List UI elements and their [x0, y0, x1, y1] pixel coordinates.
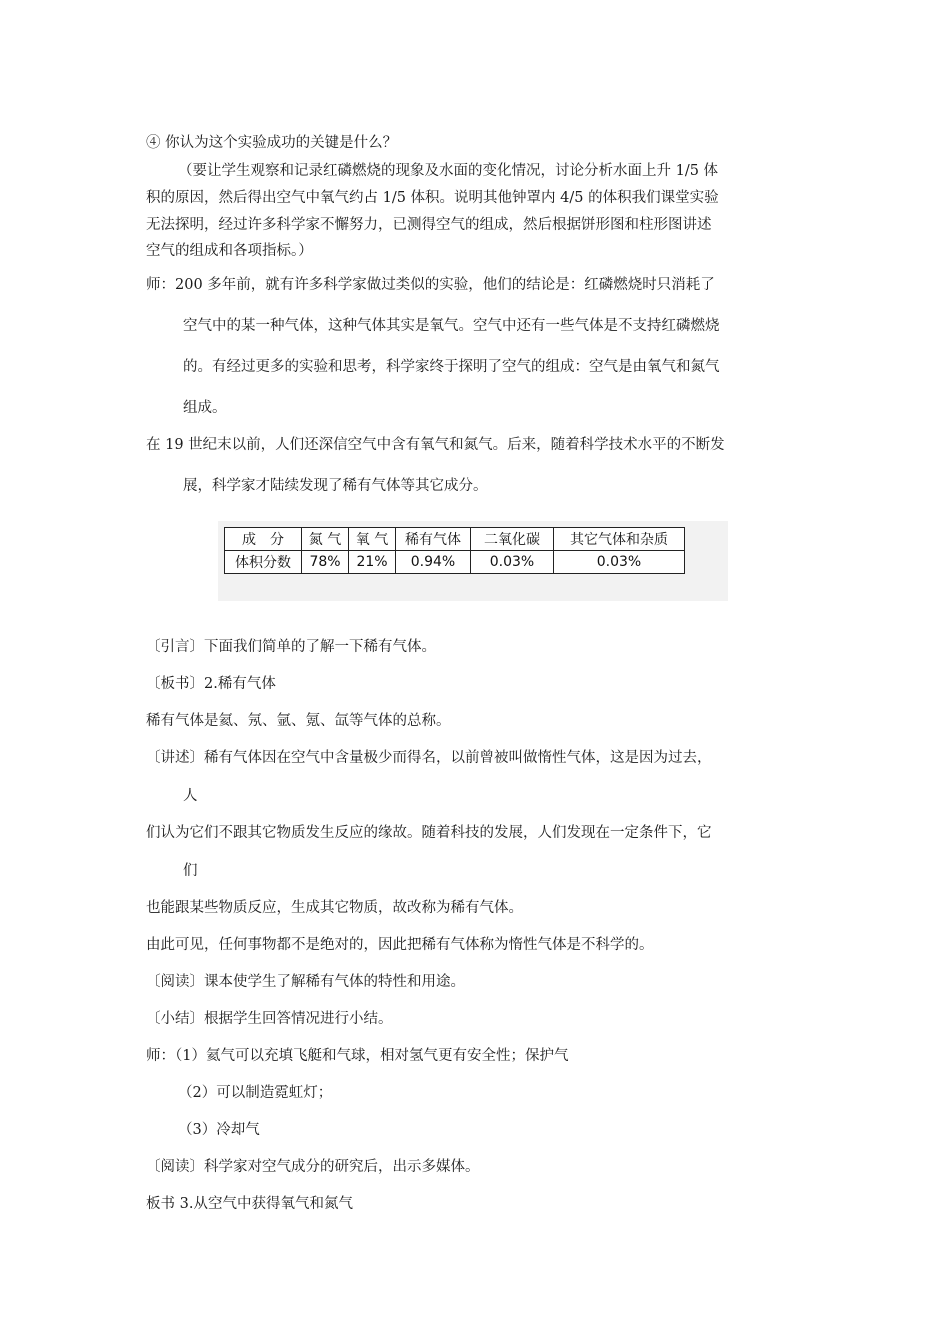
paragraph-line: 〔引言〕下面我们简单的了解一下稀有气体。 [146, 639, 436, 655]
paragraph-line: 们 [183, 863, 198, 879]
table-header-cell: 成 分 [225, 528, 302, 551]
paragraph-line: 稀有气体是氦、氖、氩、氪、氙等气体的总称。 [146, 713, 451, 729]
paragraph-line: （2）可以制造霓虹灯； [178, 1085, 333, 1101]
table-row [225, 551, 685, 574]
paragraph-line: 〔讲述〕稀有气体因在空气中含量极少而得名，以前曾被叫做惰性气体，这是因为过去， [146, 750, 712, 766]
paragraph-line: 〔板书〕2.稀有气体 [146, 676, 276, 692]
paragraph-line: 师：200 多年前，就有许多科学家做过类似的实验，他们的结论是：红磷燃烧时只消耗了 [146, 277, 715, 293]
table-cell: 21% [349, 551, 396, 574]
table-header-cell: 稀有气体 [396, 528, 471, 551]
paragraph-line: 展，科学家才陆续发现了稀有气体等其它成分。 [183, 478, 488, 494]
composition-table-figure [218, 521, 728, 601]
paragraph-line: 的。有经过更多的实验和思考，科学家终于探明了空气的组成：空气是由氧气和氮气 [183, 359, 720, 375]
paragraph-line: 〔小结〕根据学生回答情况进行小结。 [146, 1011, 393, 1027]
table-cell: 0.03% [471, 551, 554, 574]
table-cell: 78% [302, 551, 349, 574]
question-line: ④ 你认为这个实验成功的关键是什么？ [146, 135, 398, 151]
paragraph-line: 积的原因，然后得出空气中氧气约占 1/5 体积。说明其他钟罩内 4/5 的体积我们课堂实验 [146, 190, 719, 206]
air-composition-table [224, 527, 685, 574]
table-header-cell: 氮 气 [302, 528, 349, 551]
paragraph-line: （要让学生观察和记录红磷燃烧的现象及水面的变化情况，讨论分析水面上升 1/5 体 [178, 163, 719, 179]
table-cell: 0.94% [396, 551, 471, 574]
paragraph-line: 无法探明，经过许多科学家不懈努力，已测得空气的组成，然后根据饼形图和柱形图讲述 [146, 217, 712, 233]
paragraph-line: 〔阅读〕科学家对空气成分的研究后，出示多媒体。 [146, 1159, 480, 1175]
paragraph-line: 板书 3.从空气中获得氧气和氮气 [146, 1196, 353, 1212]
paragraph-line: 空气中的某一种气体，这种气体其实是氧气。空气中还有一些气体是不支持红磷燃烧 [183, 318, 720, 334]
paragraph-line: 师：（1）氦气可以充填飞艇和气球，相对氢气更有安全性；保护气 [146, 1048, 569, 1064]
table-cell: 体积分数 [225, 551, 302, 574]
table-header-cell: 氧 气 [349, 528, 396, 551]
table-header-cell: 二氧化碳 [471, 528, 554, 551]
paragraph-line: 由此可见，任何事物都不是绝对的，因此把稀有气体称为惰性气体是不科学的。 [146, 937, 654, 953]
paragraph-line: （3）冷却气 [178, 1122, 260, 1138]
paragraph-line: 也能跟某些物质反应，生成其它物质，故改称为稀有气体。 [146, 900, 523, 916]
table-cell: 0.03% [554, 551, 685, 574]
paragraph-line: 在 19 世纪末以前，人们还深信空气中含有氧气和氮气。后来，随着科学技术水平的不断发 [146, 437, 725, 453]
paragraph-line: 们认为它们不跟其它物质发生反应的缘故。随着科技的发展，人们发现在一定条件下，它 [146, 825, 712, 841]
table-header-row [225, 528, 685, 551]
paragraph-line: 组成。 [183, 400, 227, 416]
paragraph-line: 〔阅读〕课本使学生了解稀有气体的特性和用途。 [146, 974, 465, 990]
paragraph-line: 空气的组成和各项指标。） [146, 243, 313, 259]
paragraph-line: 人 [183, 788, 198, 804]
table-header-cell: 其它气体和杂质 [554, 528, 685, 551]
